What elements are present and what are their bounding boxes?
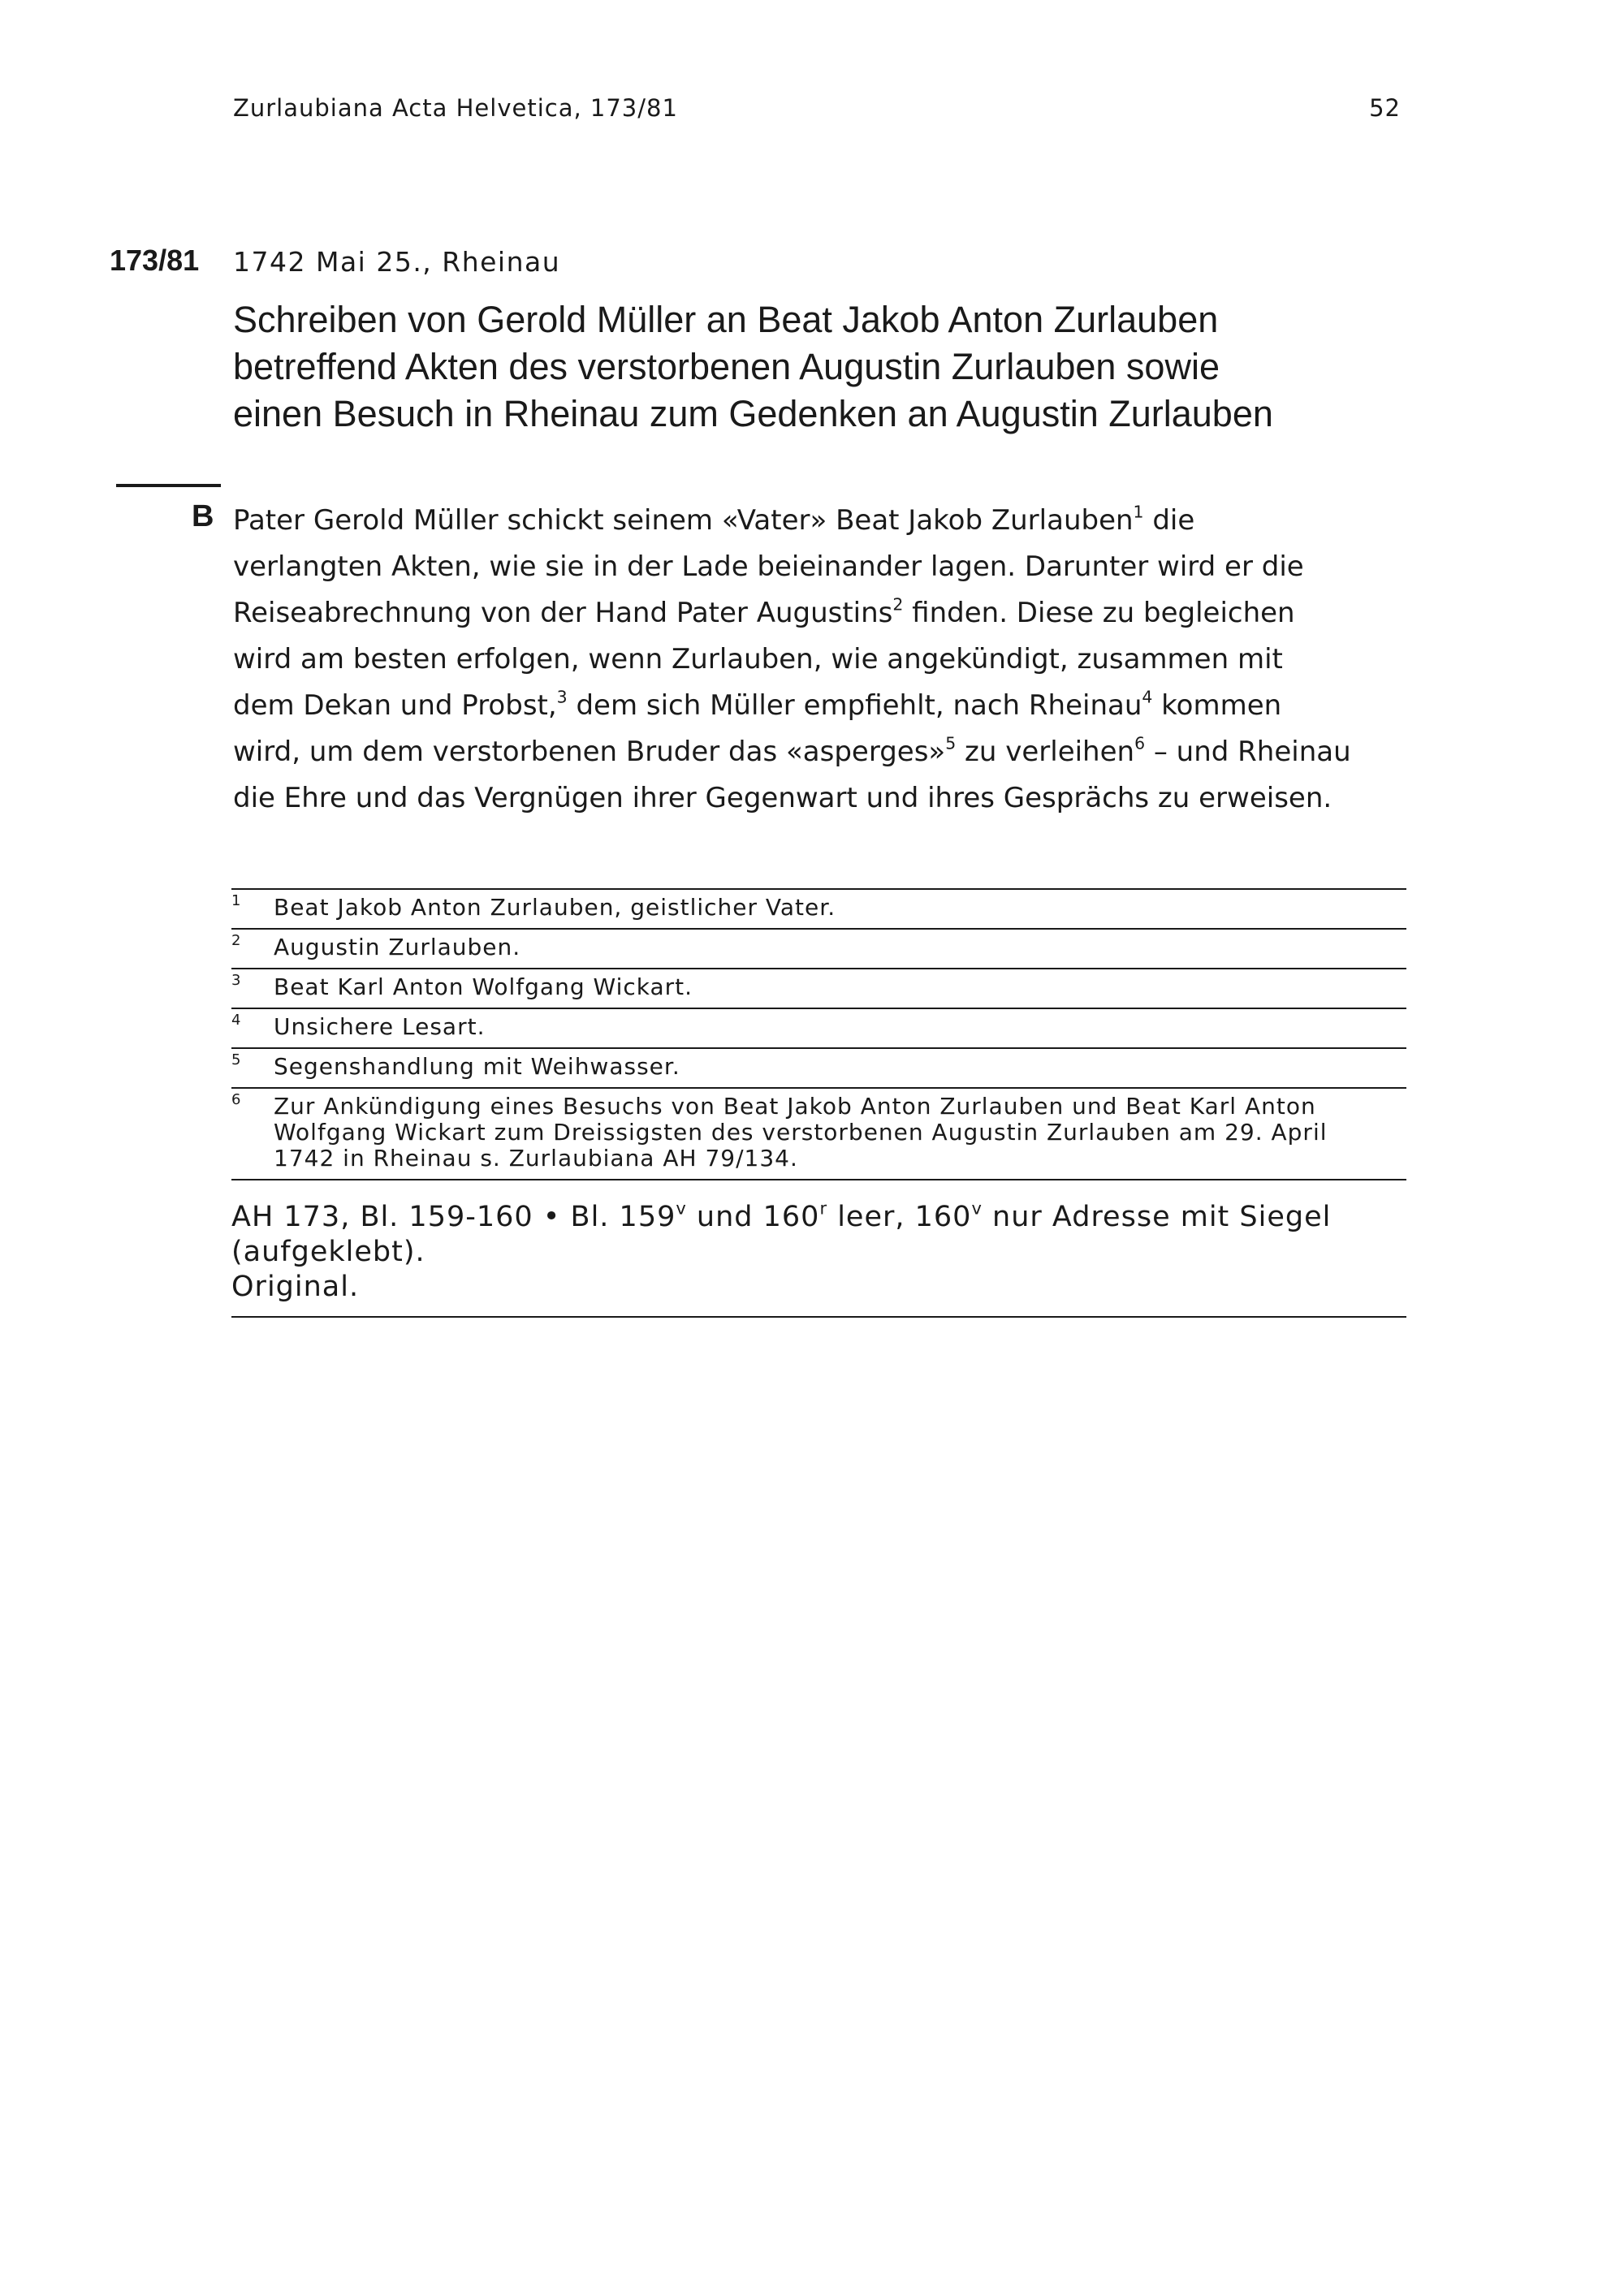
source-line: (aufgeklebt). <box>231 1236 425 1268</box>
footnote <box>231 928 1406 968</box>
regest-body <box>233 498 1427 822</box>
footnote-number: 3 <box>231 972 242 989</box>
footnote <box>231 968 1406 1008</box>
document-date-place: 1742 Mai 25., Rheinau <box>233 246 561 278</box>
source-line: Original. <box>231 1271 360 1303</box>
footnote-ref[interactable]: 1 <box>1133 502 1144 522</box>
footnote-ref[interactable]: 2 <box>892 594 904 615</box>
footnote-text: Segenshandlung mit Weihwasser. <box>274 1053 680 1080</box>
footnote-text: Wolfgang Wickart zum Dreissigsten des verstorbenen Augustin Zurlauben am 29. April <box>274 1119 1328 1146</box>
footnote-text: Unsichere Lesart. <box>274 1013 486 1040</box>
footnote-text: 1742 in Rheinau s. Zurlaubiana AH 79/134. <box>274 1145 798 1172</box>
source-note <box>231 1200 1406 1305</box>
footnotes-end-rule <box>231 1179 1406 1180</box>
footnote-ref[interactable]: 4 <box>1142 687 1153 707</box>
footnote-text: Augustin Zurlauben. <box>274 934 521 960</box>
siglum: B <box>192 499 214 533</box>
footnote-number: 1 <box>231 892 242 909</box>
body-line: wird am besten erfolgen, wenn Zurlauben, wie angekündigt, zusammen mit <box>233 643 1283 675</box>
footnote-text: Beat Jakob Anton Zurlauben, geistlicher Vater. <box>274 894 836 921</box>
footnote-text: Beat Karl Anton Wolfgang Wickart. <box>274 973 693 1000</box>
footnote <box>231 1047 1406 1087</box>
footnote-number: 4 <box>231 1012 242 1029</box>
running-head: Zurlaubiana Acta Helvetica, 173/81 <box>233 94 678 122</box>
section-rule <box>116 484 221 487</box>
footnote <box>231 888 1406 928</box>
source-line: AH 173, Bl. 159-160 • Bl. 159$^v$ und 160$^r$ leer, 160$^v$ nur Adresse mit Siegel <box>231 1198 1332 1233</box>
document-title <box>233 296 1410 438</box>
body-line: Pater Gerold Müller schickt seinem «Vater» Beat Jakob Zurlauben$^1$ die <box>233 502 1195 537</box>
body-line: Reiseabrechnung von der Hand Pater Augustins$^2$ finden. Diese zu begleichen <box>233 594 1295 629</box>
page-number: 52 <box>1369 94 1401 122</box>
footnote-ref[interactable]: 6 <box>1134 733 1146 753</box>
title-line: Schreiben von Gerold Müller an Beat Jakob Anton Zurlauben <box>233 299 1219 340</box>
footnote-number: 6 <box>231 1091 242 1108</box>
footnote-ref[interactable]: 3 <box>556 687 568 707</box>
footnotes <box>231 888 1406 1180</box>
footnote-number: 2 <box>231 932 242 949</box>
document-number: 173/81 <box>110 244 200 277</box>
footnote <box>231 1008 1406 1047</box>
body-line: wird, um dem verstorbenen Bruder das «asperges»$^5$ zu verleihen$^6$ – und Rheinau <box>233 733 1351 768</box>
body-line: die Ehre und das Vergnügen ihrer Gegenwart und ihres Gesprächs zu erweisen. <box>233 782 1332 814</box>
source-end-rule <box>231 1316 1406 1318</box>
footnote-text: Zur Ankündigung eines Besuchs von Beat Jakob Anton Zurlauben und Beat Karl Anton <box>274 1093 1316 1120</box>
footnote-ref[interactable]: 5 <box>945 733 957 753</box>
footnote <box>231 1087 1406 1179</box>
body-line: verlangten Akten, wie sie in der Lade beieinander lagen. Darunter wird er die <box>233 550 1304 583</box>
title-line: einen Besuch in Rheinau zum Gedenken an Augustin Zurlauben <box>233 393 1273 434</box>
footnote-number: 5 <box>231 1051 242 1068</box>
title-line: betreffend Akten des verstorbenen Augustin Zurlauben sowie <box>233 346 1220 387</box>
body-line: dem Dekan und Probst,$^3$ dem sich Müller empfiehlt, nach Rheinau$^4$ kommen <box>233 687 1282 722</box>
